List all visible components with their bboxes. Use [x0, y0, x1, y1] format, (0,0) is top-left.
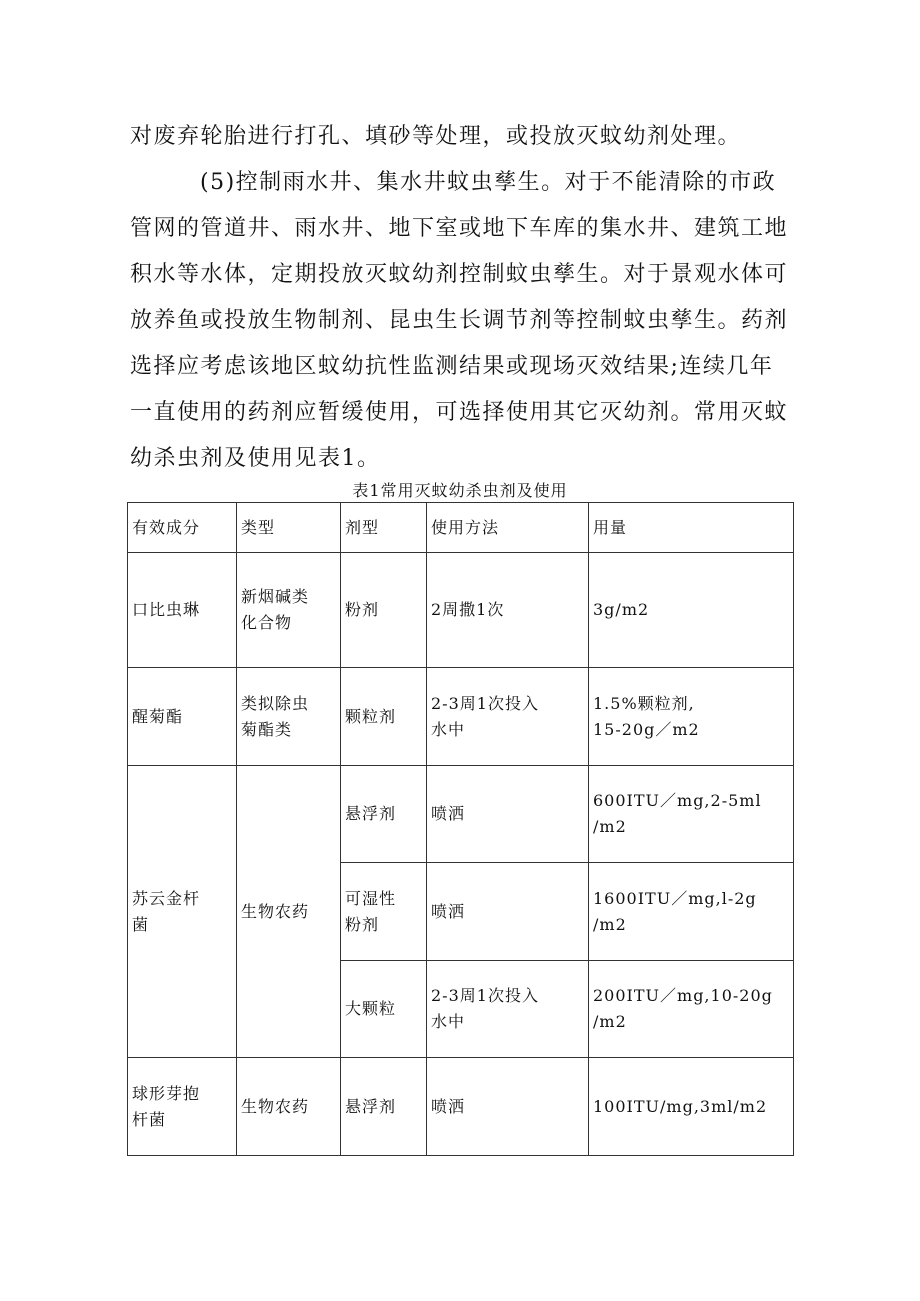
cell-type: 类拟除虫 菊酯类: [237, 668, 341, 766]
header-dose: 用量: [589, 503, 794, 553]
header-ingredient: 有效成分: [128, 503, 237, 553]
cell-method: 2-3周1次投入 水中: [427, 668, 589, 766]
cell-dose: 200ITU／mg,10-20g /m2: [589, 961, 794, 1058]
cell-form: 可湿性 粉剂: [341, 863, 427, 961]
cell-form: 粉剂: [341, 553, 427, 668]
table-caption: 表1常用灭蚊幼杀虫剂及使用: [352, 481, 568, 500]
cell-form: 悬浮剂: [341, 766, 427, 863]
cell-ingredient: 口比虫琳: [128, 553, 237, 668]
header-type: 类型: [237, 503, 341, 553]
header-method: 使用方法: [427, 503, 589, 553]
table-row: [128, 1058, 794, 1156]
cell-form: 大颗粒: [341, 961, 427, 1058]
cell-method: 喷洒: [427, 766, 589, 863]
paragraph-2-text: (5)控制雨水井、集水井蚊虫孳生。对于不能清除的市政管网的管道井、雨水井、地下室或地下车库的集水井、建筑工地积水等水体，定期投放灭蚊幼剂控制蚊虫孳生。对于景观水体可放养鱼或投放生物制剂、昆虫生长调节剂等控制蚊虫孳生。药剂选择应考虑该地区蚊幼抗性监测结果或现场灭效结果;连续几年一直使用的药剂应暂缓使用，可选择使用其它灭幼剂。常用灭蚊幼杀虫剂及使用见表1。: [130, 170, 789, 471]
cell-method: 喷洒: [427, 1058, 589, 1156]
cell-dose: 600ITU／mg,2-5ml /m2: [589, 766, 794, 863]
table-row: [128, 668, 794, 766]
cell-form: 颗粒剂: [341, 668, 427, 766]
cell-ingredient: 球形芽抱 杆菌: [128, 1058, 237, 1156]
cell-dose: 100ITU/mg,3ml/m2: [589, 1058, 794, 1156]
table-header-row: [128, 503, 794, 553]
table-row: [128, 766, 794, 863]
cell-method: 2周撒1次: [427, 553, 589, 668]
cell-dose: 1.5%颗粒剂, 15-20g／m2: [589, 668, 794, 766]
header-form: 剂型: [341, 503, 427, 553]
cell-method: 喷洒: [427, 863, 589, 961]
cell-form: 悬浮剂: [341, 1058, 427, 1156]
paragraph-2: [130, 160, 795, 482]
cell-type: 生物农药: [237, 1058, 341, 1156]
cell-type: 生物农药: [237, 766, 341, 1058]
cell-type: 新烟碱类 化合物: [237, 553, 341, 668]
paragraph-1: 对废弃轮胎进行打孔、填砂等处理，或投放灭蚊幼剂处理。: [130, 124, 742, 149]
cell-ingredient: 苏云金杆 菌: [128, 766, 237, 1058]
cell-ingredient: 醒菊酯: [128, 668, 237, 766]
cell-dose: 1600ITU／mg,l-2g /m2: [589, 863, 794, 961]
insecticide-table: [127, 502, 794, 1156]
cell-method: 2-3周1次投入 水中: [427, 961, 589, 1058]
cell-dose: 3g/m2: [589, 553, 794, 668]
table-row: [128, 553, 794, 668]
